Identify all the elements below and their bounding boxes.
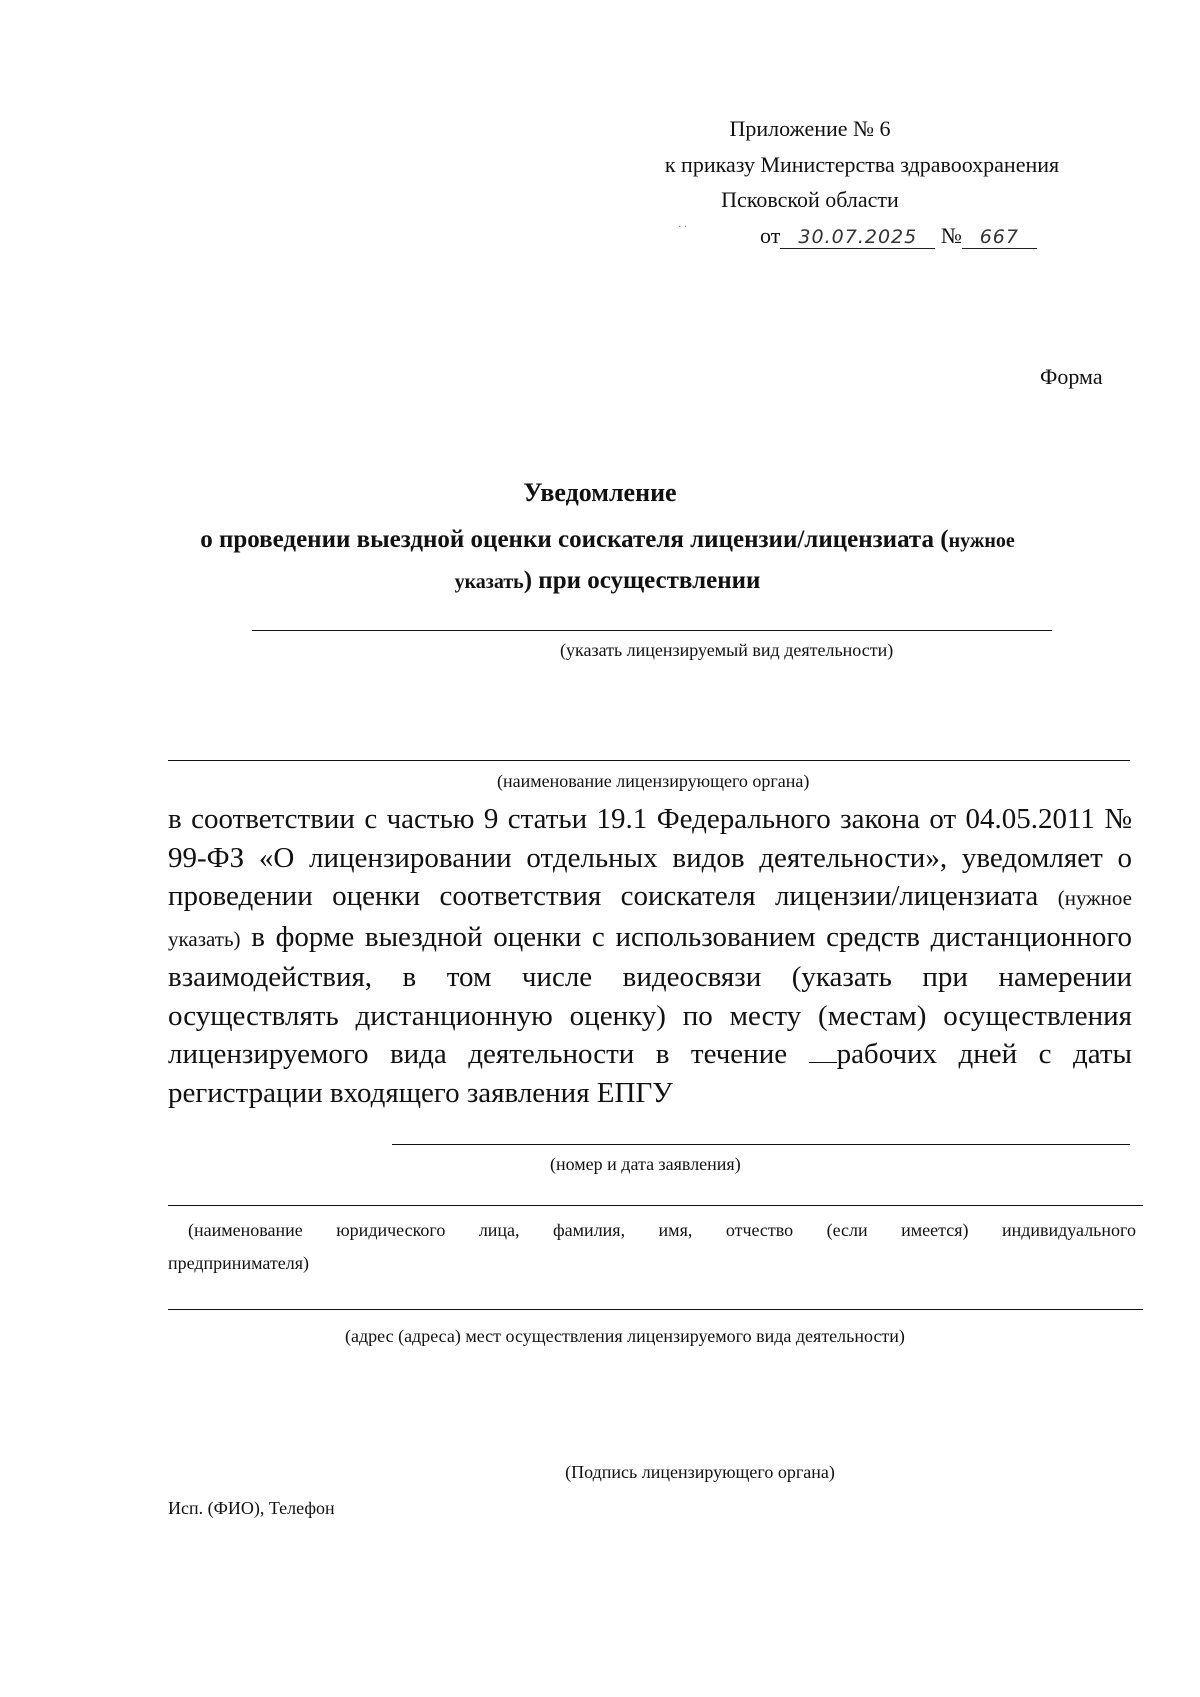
order-date: 30.07.2025 xyxy=(780,226,935,249)
region-name: Псковской области xyxy=(721,187,899,212)
notice-body xyxy=(168,800,1132,1112)
entity-word: отчество xyxy=(725,1220,794,1240)
appendix-number: Приложение № 6 xyxy=(729,116,891,141)
entity-word: фамилия, xyxy=(553,1220,626,1240)
subtitle-small-1: нужное xyxy=(948,530,1015,552)
entity-caption-cont: предпринимателя) xyxy=(168,1253,309,1273)
order-number: 667 xyxy=(962,226,1037,249)
entity-word: имеется) xyxy=(901,1220,969,1240)
number-prefix: № xyxy=(940,223,962,248)
body-text-1: в соответствии с частью 9 статьи 19.1 Федерального закона от 04.05.2011 № 99-ФЗ «О лицензировании отдельных видов деятельности», уведомляет о проведении оценки соответствия соискателя лицензии/лицензиата xyxy=(168,803,1132,912)
application-caption: (номер и дата заявления) xyxy=(550,1154,741,1174)
entity-word: индивидуального xyxy=(1001,1220,1136,1240)
scan-marks: · · xyxy=(678,222,688,233)
body-note: (нужное указать) xyxy=(168,886,1132,951)
body-text-2: в форме выездной оценки с использованием средств дистанционного взаимодействия, в том числе видеосвязи (указать при намерении осуществлять дистанционную оценку) по месту (местам) осуществления лицензируемого вида деятельности в течение xyxy=(168,920,1132,1070)
signature-caption: (Подпись лицензирующего органа) xyxy=(565,1462,835,1482)
executor-info: Исп. (ФИО), Телефон xyxy=(168,1498,335,1518)
entity-line xyxy=(168,1205,1143,1206)
days-blank xyxy=(809,1061,837,1063)
entity-word: (если xyxy=(826,1220,868,1240)
body-text-3: рабочих дней с даты регистрации входящего заявления ЕПГУ xyxy=(168,1038,1132,1109)
subtitle-small-2: указать xyxy=(454,571,524,593)
form-label: Форма xyxy=(1040,364,1103,389)
address-line xyxy=(168,1309,1143,1310)
entity-word: юридического xyxy=(336,1220,446,1240)
document-title: Уведомление xyxy=(523,478,677,507)
activity-line xyxy=(252,630,1052,631)
order-reference: к приказу Министерства здравоохранения xyxy=(664,152,1060,177)
subtitle-part1: о проведении выездной оценки соискателя лицензии/лицензиата ( xyxy=(200,526,949,553)
subtitle-part2: ) при осуществлении xyxy=(523,567,761,594)
application-line xyxy=(392,1144,1130,1145)
order-date-line xyxy=(760,223,1037,249)
document-subtitle xyxy=(100,520,1115,602)
entity-word: лица, xyxy=(478,1220,520,1240)
address-caption: (адрес (адреса) мест осуществления лицензируемого вида деятельности) xyxy=(345,1326,905,1346)
entity-word: имя, xyxy=(658,1220,693,1240)
licensing-body-line xyxy=(168,760,1130,761)
activity-caption: (указать лицензируемый вид деятельности) xyxy=(560,640,894,660)
entity-word: (наименование xyxy=(188,1220,303,1240)
date-prefix: от xyxy=(760,223,781,248)
licensing-body-caption: (наименование лицензирующего органа) xyxy=(497,771,810,791)
entity-caption xyxy=(188,1220,1136,1241)
